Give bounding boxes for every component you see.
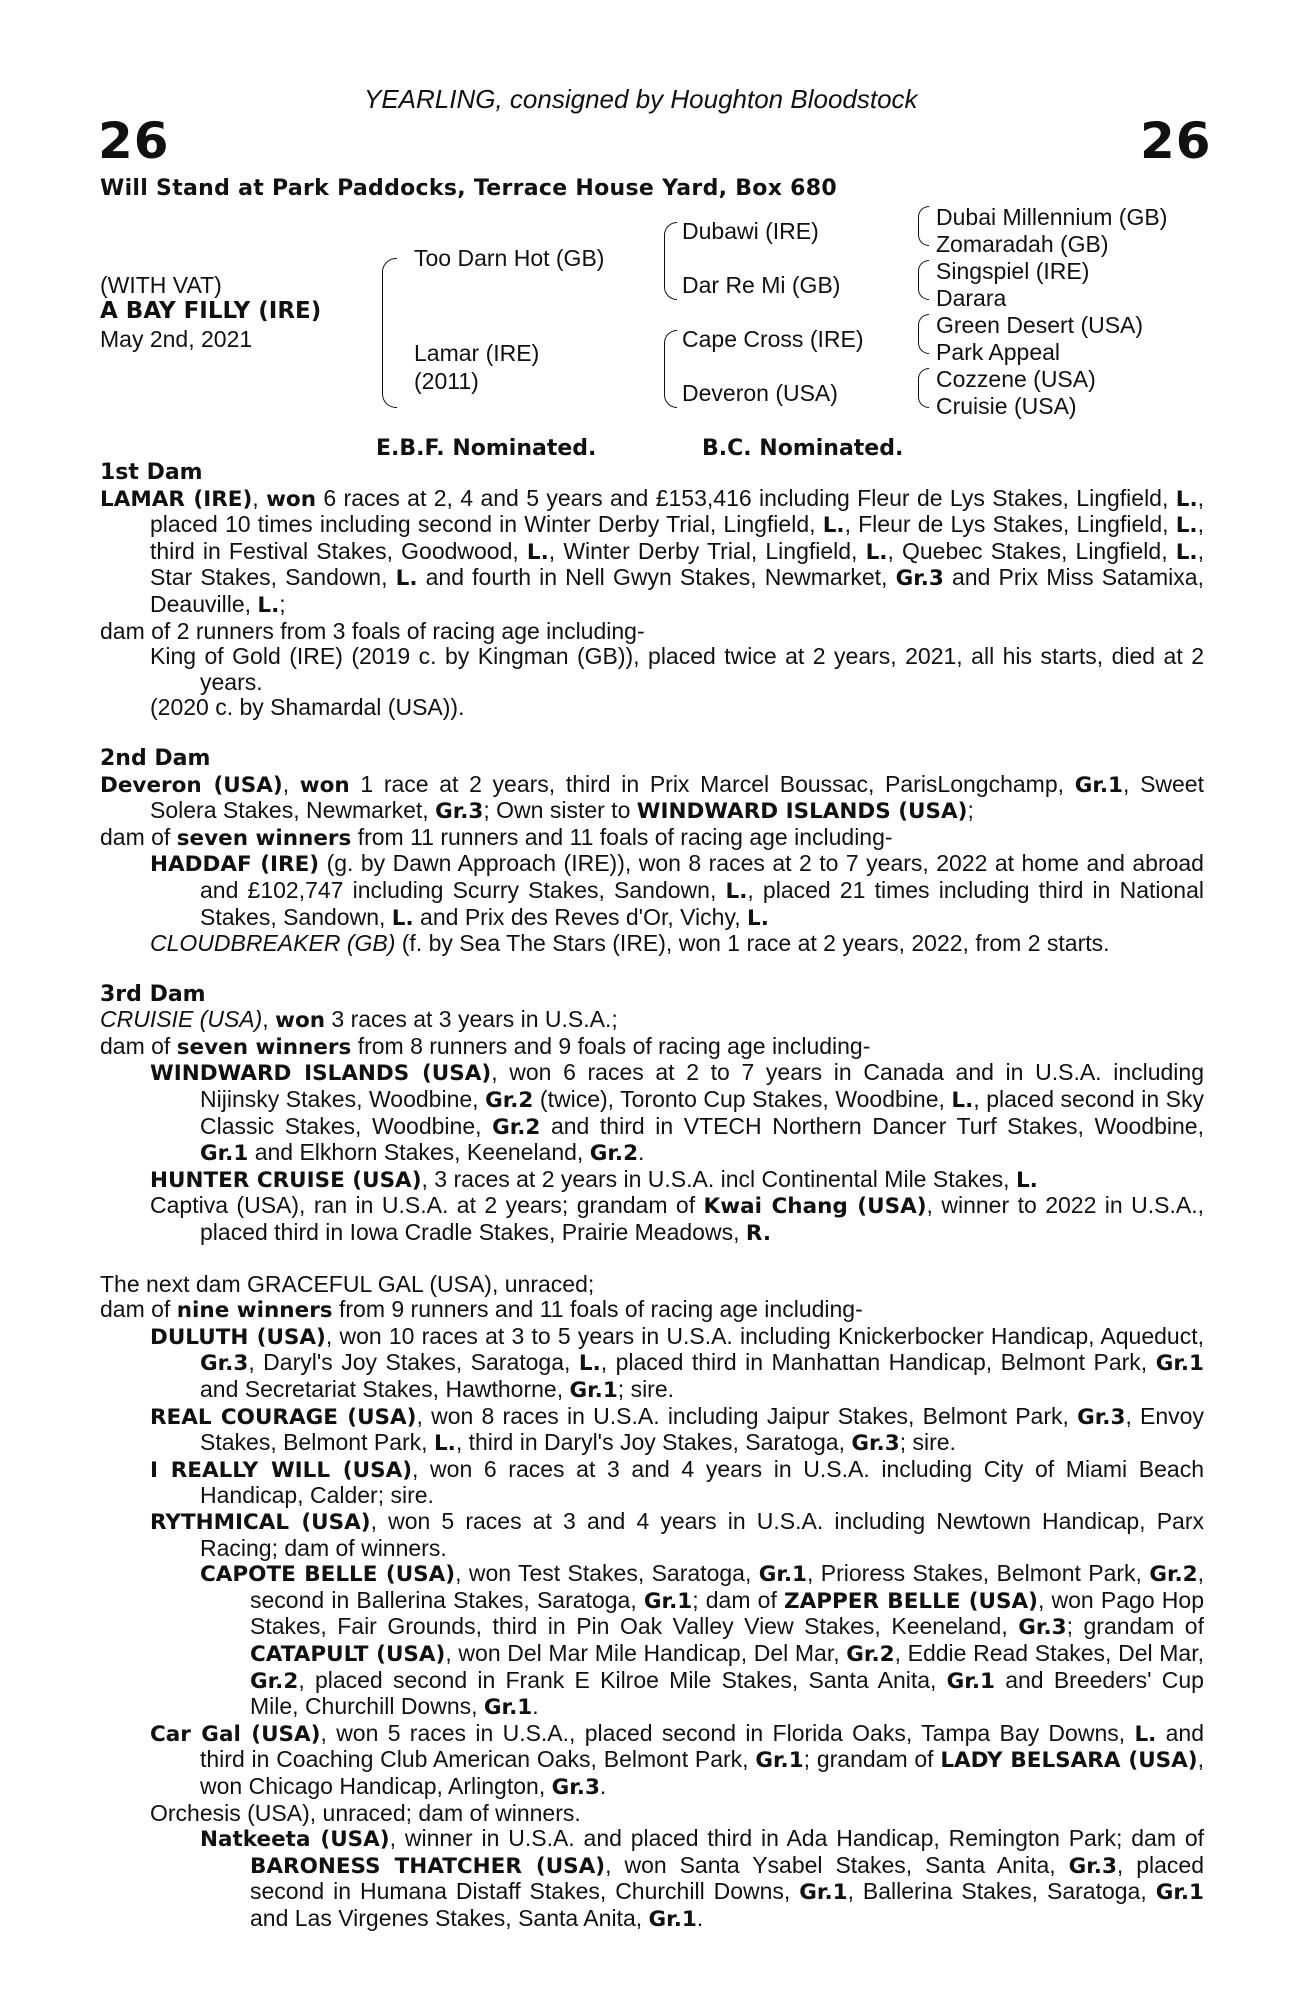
bracket-ss [918,206,929,246]
produce-rythmical: RYTHMICAL (USA), won 5 races at 3 and 4 years in U.S.A. including Newtown Handicap, Parx Racing; dam of winners. [150,1507,1204,1561]
ddd: Cruisie (USA) [936,393,1077,419]
dam-1-entry: LAMAR (IRE), won 6 races at 2, 4 and 5 years and £153,416 including Fleur de Lys Stakes, Lingfield, L., placed 10 times including second in Winter Derby Trial, Lingfield, L., Fleur de Lys Stakes, Lingfield, L., third in Festival Stakes, Goodwood, L., Winter Derby Trial, Lingfield, L., Quebec Stakes, Lingfield, L., Star Stakes, Sandown, L. and fourth in Nell Gwyn Stakes, Newmarket, Gr.3 and Prix Miss Satamixa, Deauville, L.; [100,484,1205,618]
sdd: Darara [936,285,1007,311]
dam-dam: Deveron (USA) [682,380,838,406]
bc-nominated: B.C. Nominated. [702,436,904,461]
dam-2-produce-intro: dam of seven winners from 11 runners and 11 foals of racing age including- [100,823,893,851]
bracket-dd [918,368,929,408]
vat-note: (WITH VAT) [100,272,222,298]
produce-cloudbreaker: CLOUDBREAKER (GB) (f. by Sea The Stars (IRE), won 1 race at 2 years, 2022, from 2 starts. [150,930,1110,957]
produce-real-courage: REAL COURAGE (USA), won 8 races in U.S.A. including Jaipur Stakes, Belmont Park, Gr.3, Envoy Stakes, Belmont Park, L., third in Daryl's Joy Stakes, Saratoga, Gr.3; sire. [150,1402,1204,1457]
dam: Lamar (IRE) [414,340,540,366]
produce-king-of-gold: King of Gold (IRE) (2019 c. by Kingman (GB)), placed twice at 2 years, 2021, all his starts, died at 2 years. [150,643,1204,695]
lot-number-left: 26 [98,112,170,170]
produce-windward-islands: WINDWARD ISLANDS (USA), won 6 races at 2 to 7 years in Canada and in U.S.A. including Nijinsky Stakes, Woodbine, Gr.2 (twice), Toronto Cup Stakes, Woodbine, L., placed second in Sky Classic Stakes, Woodbine, Gr.2 and third in VTECH Northern Dancer Turf Stakes, Woodbine, Gr.1 and Elkhorn Stakes, Keeneland, Gr.2. [150,1059,1204,1167]
produce-duluth: DULUTH (USA), won 10 races at 3 to 5 years in U.S.A. including Knickerbocker Handicap, Aqueduct, Gr.3, Daryl's Joy Stakes, Saratoga, L., placed third in Manhattan Handicap, Belmont Park, Gr.1 and Secretariat Stakes, Hawthorne, Gr.1; sire. [150,1322,1205,1403]
produce-captiva: Captiva (USA), ran in U.S.A. at 2 years; grandam of Kwai Chang (USA), winner to 2022 in U.S.A., placed third in Iowa Cradle Stakes, Prairie Meadows, R. [150,1192,1204,1247]
sire-sire: Dubawi (IRE) [682,218,819,244]
sire: Too Darn Hot (GB) [414,245,605,271]
sire-dam: Dar Re Mi (GB) [682,272,841,298]
produce-2020-colt: (2020 c. by Shamardal (USA)). [150,694,465,721]
produce-hunter-cruise: HUNTER CRUISE (USA), 3 races at 2 years in U.S.A. incl Continental Mile Stakes, L. [150,1165,1038,1193]
ssd: Zomaradah (GB) [936,231,1109,257]
bracket-sd [918,260,929,300]
bracket-dam [664,330,677,408]
consignment-header: YEARLING, consigned by Houghton Bloodstock [364,84,918,114]
next-dam-entry: The next dam GRACEFUL GAL (USA), unraced; [100,1270,595,1297]
stand-location: Will Stand at Park Paddocks, Terrace House Yard, Box 680 [100,176,837,201]
produce-haddaf: HADDAF (IRE) (g. by Dawn Approach (IRE)), won 8 races at 2 to 7 years, 2022 at home and abroad and £102,747 including Scurry Stakes, Sandown, L., placed 21 times including third in National Stakes, Sandown, L. and Prix des Reves d'Or, Vichy, L. [150,850,1204,931]
produce-car-gal: Car Gal (USA), won 5 races in U.S.A., placed second in Florida Oaks, Tampa Bay Downs, L. and third in Coaching Club American Oaks, Belmont Park, Gr.1; grandam of LADY BELSARA (USA), won Chicago Handicap, Arlington, Gr.3. [150,1719,1205,1800]
dam-year: (2011) [414,368,479,394]
dss: Green Desert (USA) [936,312,1144,338]
produce-orchesis: Orchesis (USA), unraced; dam of winners. [150,1799,581,1826]
ebf-nominated: E.B.F. Nominated. [376,436,597,461]
horse-dob: May 2nd, 2021 [100,326,253,352]
bracket-ds [918,314,929,354]
sss: Dubai Millennium (GB) [936,204,1168,230]
bracket-sire [664,222,677,300]
dds: Cozzene (USA) [936,366,1096,392]
dam-3-produce-intro: dam of seven winners from 8 runners and 9 foals of racing age including- [100,1032,871,1060]
produce-capote-belle: CAPOTE BELLE (USA), won Test Stakes, Saratoga, Gr.1, Prioress Stakes, Belmont Park, Gr.2, second in Ballerina Stakes, Saratoga, Gr.1; dam of ZAPPER BELLE (USA), won Pago Hop Stakes, Fair Grounds, third in Pin Oak Valley View Stakes, Keeneland, Gr.3; grandam of CATAPULT (USA), won Del Mar Mile Handicap, Del Mar, Gr.2, Eddie Read Stakes, Del Mar, Gr.2, placed second in Frank E Kilroe Mile Stakes, Santa Anita, Gr.1 and Breeders' Cup Mile, Churchill Downs, Gr.1. [200,1560,1205,1721]
dam-3-entry: CRUISIE (USA), won 3 races at 3 years in U.S.A.; [100,1006,618,1034]
next-dam-produce-intro: dam of nine winners from 9 runners and 11 foals of racing age including- [100,1296,863,1324]
catalogue-body [100,460,1204,1932]
dam-sire: Cape Cross (IRE) [682,326,864,352]
dsd: Park Appeal [936,339,1061,365]
lot-number-right: 26 [1140,112,1212,170]
section-1st-dam: 1st Dam [100,460,203,485]
horse-name: A BAY FILLY (IRE) [100,298,322,324]
sds: Singspiel (IRE) [936,258,1090,284]
bracket-parents [382,258,397,408]
produce-i-really-will: I REALLY WILL (USA), won 6 races at 3 and 4 years in U.S.A. including City of Miami Beach Handicap, Calder; sire. [150,1455,1204,1509]
dam-2-entry: Deveron (USA), won 1 race at 2 years, third in Prix Marcel Boussac, ParisLongchamp, Gr.1, Sweet Solera Stakes, Newmarket, Gr.3; Own sister to WINDWARD ISLANDS (USA); [100,770,1204,825]
section-2nd-dam: 2nd Dam [100,745,211,771]
section-3rd-dam: 3rd Dam [100,981,206,1007]
produce-natkeeta: Natkeeta (USA), winner in U.S.A. and placed third in Ada Handicap, Remington Park; dam of BARONESS THATCHER (USA), won Santa Ysabel Stakes, Santa Anita, Gr.3, placed second in Humana Distaff Stakes, Churchill Downs, Gr.1, Ballerina Stakes, Saratoga, Gr.1 and Las Virgenes Stakes, Santa Anita, Gr.1. [200,1825,1205,1932]
dam-1-produce-intro: dam of 2 runners from 3 foals of racing age including- [100,617,645,644]
